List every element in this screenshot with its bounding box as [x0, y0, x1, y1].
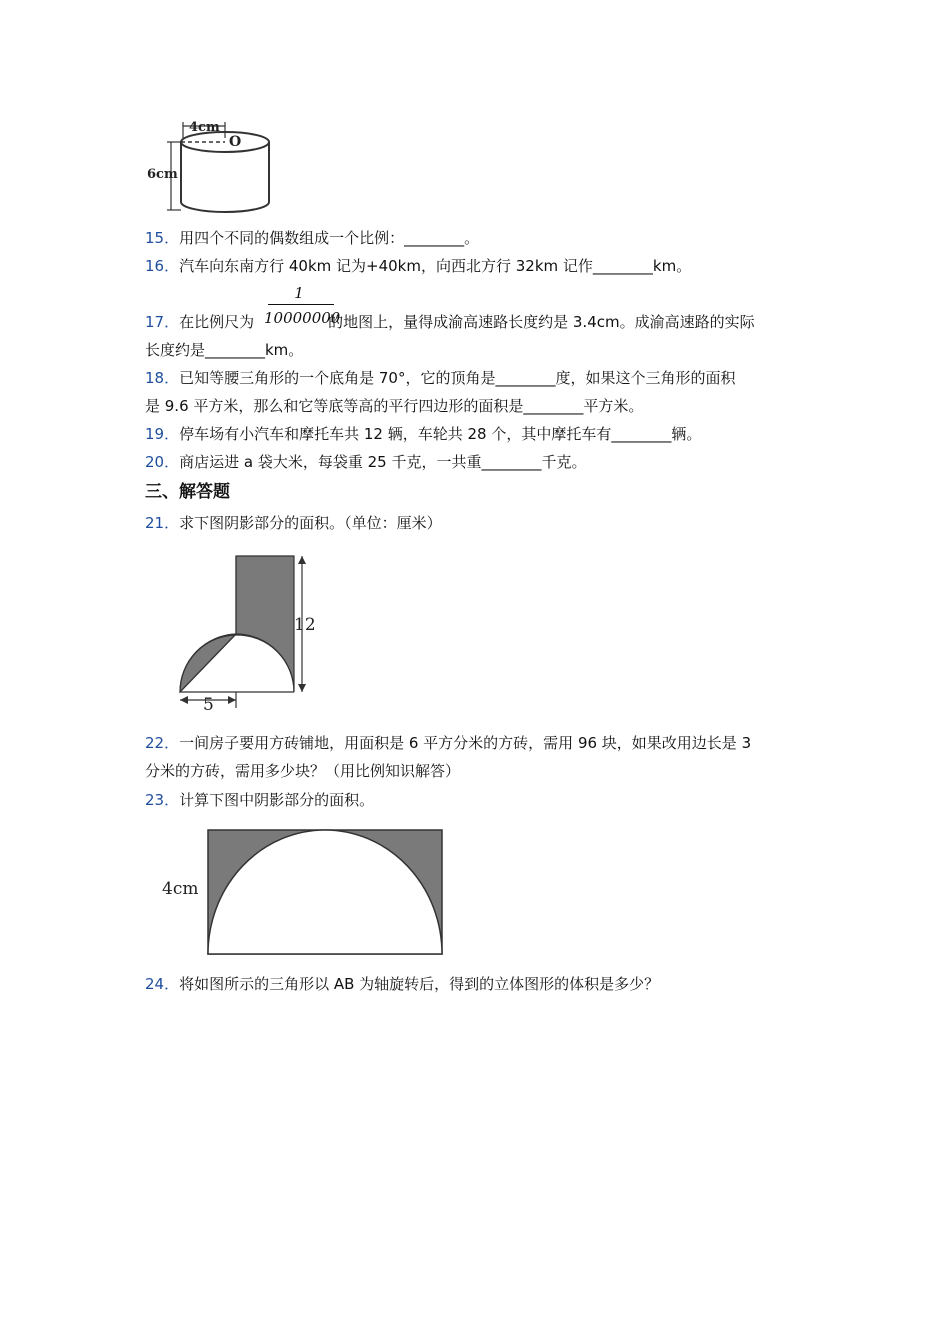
height-label: 6cm	[147, 167, 178, 182]
height-arrow-top	[298, 556, 306, 564]
question-number: 22．	[145, 734, 180, 752]
question-text: 停车场有小汽车和摩托车共 12 辆，车轮共 28 个，其中摩托车有________辆。	[179, 425, 702, 443]
question-number: 18．	[145, 369, 180, 387]
width-label: 5	[203, 695, 214, 715]
question-22	[145, 733, 751, 753]
width-arrow-right	[228, 696, 236, 704]
q21-figure	[170, 548, 330, 718]
question-text: 求下图阴影部分的面积。（单位：厘米）	[179, 514, 442, 532]
question-text: 一间房子要用方砖铺地，用面积是 6 平方分米的方砖，需用 96 块，如果改用边长是 3	[179, 734, 752, 752]
scale-fraction-denominator: 10000000	[264, 309, 341, 327]
question-text: 是 9.6 平方米，那么和它等底等高的平行四边形的面积是________平方米。	[145, 397, 644, 415]
shaded-rectangle-region	[236, 556, 294, 692]
radius-label: 4cm	[189, 120, 220, 135]
question-number: 19．	[145, 425, 180, 443]
question-21	[145, 513, 442, 533]
height-arrow-bottom	[298, 684, 306, 692]
question-text: 商店运进 a 袋大米，每袋重 25 千克，一共重________千克。	[179, 453, 587, 471]
question-number: 23．	[145, 791, 180, 809]
question-text: 已知等腰三角形的一个底角是 70°，它的顶角是________度，如果这个三角形的面积	[179, 369, 736, 387]
cylinder-figure	[145, 112, 285, 222]
section-title: 三、解答题	[145, 482, 230, 502]
width-arrow-left	[180, 696, 188, 704]
question-text-post: 的地图上，量得成渝高速路长度约是 3.4cm。成渝高速路的实际	[328, 313, 755, 331]
height-label: 4cm	[162, 879, 199, 899]
center-label: O	[229, 134, 242, 150]
cylinder-bottom-arc	[181, 202, 269, 212]
scale-fraction-bar	[268, 304, 334, 305]
question-number: 20．	[145, 453, 180, 471]
q23-figure	[160, 826, 450, 958]
question-number: 15．	[145, 229, 180, 247]
question-number: 24．	[145, 975, 180, 993]
question-18-line2	[145, 396, 643, 416]
question-number: 16．	[145, 257, 180, 275]
question-text: 用四个不同的偶数组成一个比例：________。	[179, 229, 480, 247]
question-20	[145, 452, 586, 472]
question-text: 计算下图中阴影部分的面积。	[179, 791, 375, 809]
question-22-line2	[145, 761, 460, 781]
question-text-pre: 在比例尺为	[179, 313, 255, 331]
question-24	[145, 974, 659, 994]
question-text: 汽车向东南方行 40km 记为+40km，向西北方行 32km 记作________km。	[179, 257, 692, 275]
question-17-line2	[145, 340, 303, 360]
question-number: 21．	[145, 514, 180, 532]
question-23	[145, 790, 374, 810]
scale-fraction-numerator: 1	[294, 284, 304, 302]
height-label: 12	[294, 615, 316, 635]
question-number: 17．	[145, 313, 180, 331]
question-15	[145, 228, 479, 248]
question-18	[145, 368, 735, 388]
question-text: 长度约是________km。	[145, 341, 304, 359]
question-text: 将如图所示的三角形以 AB 为轴旋转后，得到的立体图形的体积是多少？	[179, 975, 660, 993]
question-text: 分米的方砖，需用多少块？（用比例知识解答）	[145, 762, 461, 780]
question-16	[145, 256, 691, 276]
question-19	[145, 424, 701, 444]
question-17	[145, 312, 755, 332]
